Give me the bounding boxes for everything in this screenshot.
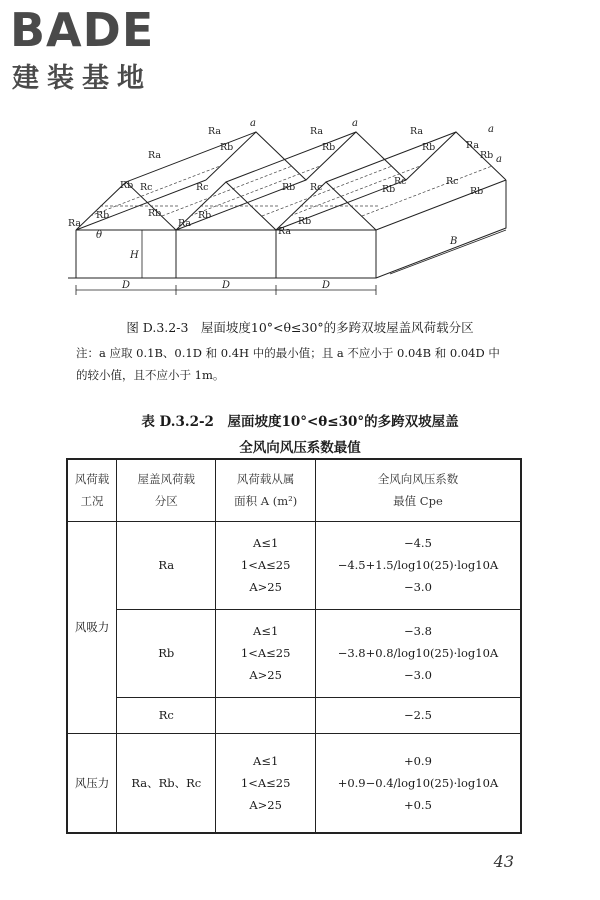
note-line-1: 注：a 应取 0.1B、0.1D 和 0.4H 中的最小值；且 a 不应小于 0.04B 和 0.04D 中 [76,346,500,360]
length-label-b: B [450,236,458,247]
zone-label-ra: Ra [148,150,162,161]
span-label-d: D [322,280,331,291]
front-wall [76,230,176,278]
zone-label-rb: Rb [220,142,234,153]
dim-label-a: a [488,124,494,135]
area-cell: A≤1 1<A≤25 A>25 [216,521,316,609]
zone-label-ra: Ra [68,218,82,229]
zone-label-rc: Rc [310,182,323,193]
zone-cell: Rb [117,609,216,697]
zone-label-rb: Rb [470,186,484,197]
front-wall [276,230,376,278]
zone-boundary [190,166,323,216]
logo-sub-text: 建装基地 [12,63,152,94]
header-tributary-area: 风荷载从属 面积 A (m²) [216,459,316,521]
dimension-line [390,230,506,274]
zone-label-rc: Rc [140,182,153,193]
logo [8,4,178,94]
table-title-line-2: 全风向风压系数最值 [239,440,361,456]
zone-label-rb: Rb [120,180,134,191]
zone-cell: Ra、Rb、Rc [117,733,216,833]
dim-label-a: a [352,118,358,129]
ridge-line [226,132,356,182]
span-label-d: D [222,280,231,291]
zone-boundary [162,166,292,216]
side-wall [376,180,506,278]
zone-label-ra: Ra [310,126,324,137]
header-roof-zone: 屋盖风荷载 分区 [117,459,216,521]
table-title-line-1: 表 D.3.2-2 屋面坡度10°<θ≤30°的多跨双坡屋盖 [141,414,459,430]
area-cell: A≤1 1<A≤25 A>25 [216,609,316,697]
table-header-row [67,459,521,521]
zone-label-rb: Rb [148,208,162,219]
zone-label-rb: Rb [282,182,296,193]
header-coefficient: 全风向风压系数 最值 Cpe [315,459,521,521]
eave-line [376,180,506,230]
page-number: 43 [493,852,514,871]
front-wall [176,230,276,278]
table-row [67,609,521,697]
coefficient-cell: −3.8 −3.8+0.8/log10(25)·log10A −3.0 [315,609,521,697]
zone-label-ra: Ra [208,126,222,137]
zone-label-rb: Rb [322,142,336,153]
zone-label-rb: Rb [382,184,396,195]
coefficient-cell: −4.5 −4.5+1.5/log10(25)·log10A −3.0 [315,521,521,609]
zone-cell: Rc [117,697,216,733]
logo-main-text: BADE [10,3,155,57]
height-label: H [130,250,139,261]
zone-label-rc: Rc [196,182,209,193]
zone-label-rb: Rb [480,150,494,161]
zone-label-rb: Rb [298,216,312,227]
zone-label-ra: Ra [278,226,292,237]
coefficient-cell: −2.5 [315,697,521,733]
header-load-case: 风荷载 工况 [67,459,117,521]
zone-label-rc: Rc [394,176,407,187]
zone-label-rc: Rc [446,176,459,187]
dim-label-a: a [250,118,256,129]
table-row [67,697,521,733]
theta-label: θ [96,230,103,241]
area-cell: A≤1 1<A≤25 A>25 [216,733,316,833]
roof-wind-zone-diagram [60,118,520,298]
wind-pressure-coefficient-table [66,458,522,834]
zone-label-rb: Rb [96,210,110,221]
zone-label-ra: Ra [410,126,424,137]
table-row [67,521,521,609]
coefficient-cell: +0.9 +0.9−0.4/log10(25)·log10A +0.5 [315,733,521,833]
zone-label-ra: Ra [178,218,192,229]
ridge-line [326,132,456,182]
dim-label-a: a [496,154,502,165]
table-row [67,733,521,833]
zone-cell: Ra [117,521,216,609]
span-label-d: D [122,280,131,291]
load-case-suction: 风吸力 [67,521,117,733]
note-line-2: 的较小值，且不应小于 1m。 [76,368,225,382]
ridge-line [126,132,256,182]
figure-note [76,342,546,386]
zone-label-ra: Ra [466,140,480,151]
zone-label-rb: Rb [422,142,436,153]
area-cell [216,697,316,733]
zone-label-rb: Rb [198,210,212,221]
figure-caption: 图 D.3.2-3 屋面坡度10°<θ≤30°的多跨双坡屋盖风荷载分区 [126,320,474,335]
load-case-pressure: 风压力 [67,733,117,833]
